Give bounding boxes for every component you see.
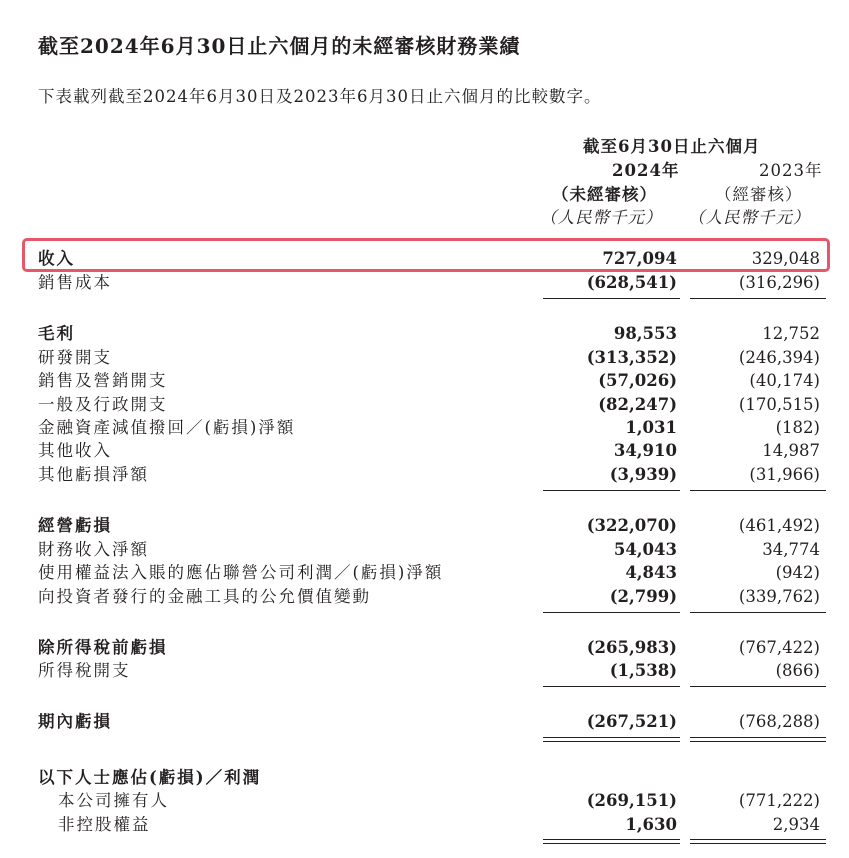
value-2024: 4,843 [625,563,677,582]
intro-text: 下表載列截至2024年6月30日及2023年6月30日止六個月的比較數字。 [38,87,602,106]
value-2023: (942) [775,563,820,582]
value-2023: (461,492) [738,516,820,535]
value-2024: (82,247) [598,395,677,414]
col-2023-status: （經審核） [715,185,803,204]
row-label: 期內虧損 [38,712,112,731]
row-label: 研發開支 [38,348,112,367]
value-2024: (57,026) [598,371,677,390]
value-2023: (767,422) [738,638,820,657]
subtotal-rule [543,490,680,491]
value-2024: (2,799) [609,587,677,606]
value-2023: 12,752 [762,324,820,343]
value-2024: (265,983) [586,638,677,657]
value-2024: (3,939) [609,465,677,484]
value-2024: (313,352) [586,348,677,367]
value-2023: (768,288) [738,712,820,731]
value-2024: (1,538) [609,661,677,680]
value-2024: (267,521) [586,712,677,731]
value-2023: (40,174) [749,371,820,390]
value-2024: (269,151) [586,791,677,810]
row-label: 除所得稅前虧損 [38,638,168,657]
subtotal-rule [690,490,826,491]
subtotal-rule [543,686,680,687]
total-double-rule [543,839,680,844]
value-2023: (31,966) [749,465,820,484]
total-double-rule [543,737,680,742]
row-label: 金融資產減值撥回／(虧損)淨額 [38,418,296,437]
value-2023: (316,296) [738,273,820,292]
col-2023-year: 2023年 [759,161,823,180]
row-label: 銷售成本 [38,273,112,292]
value-2024: (322,070) [586,516,677,535]
row-label: 經營虧損 [38,516,112,535]
col-2024-year: 2024年 [612,161,680,180]
value-2024: 1,031 [625,418,677,437]
value-2023: 2,934 [772,815,820,834]
value-2023: (182) [775,418,820,437]
value-2024: 34,910 [613,441,677,460]
col-2024-unit: （人民幣千元） [540,208,663,227]
subtotal-rule [543,612,680,613]
value-2023: 34,774 [762,540,820,559]
row-label: 收入 [38,249,75,268]
value-2023: (246,394) [738,348,820,367]
row-label: 向投資者發行的金融工具的公允價值變動 [38,587,371,606]
row-label: 一般及行政開支 [38,395,168,414]
value-2023: (170,515) [738,395,820,414]
value-2024: 1,630 [625,815,677,834]
value-2023: (771,222) [738,791,820,810]
row-label: 使用權益法入賬的應佔聯營公司利潤／(虧損)淨額 [38,563,444,582]
value-2023: 329,048 [751,249,820,268]
subtotal-rule [690,686,826,687]
subtotal-rule [690,612,826,613]
row-label: 以下人士應佔(虧損)／利潤 [38,768,262,787]
row-label: 其他收入 [38,441,112,460]
row-label: 其他虧損淨額 [38,465,149,484]
row-label: 毛利 [38,324,75,343]
value-2024: 98,553 [613,324,677,343]
subtotal-rule [690,298,826,299]
row-label: 所得稅開支 [38,661,131,680]
period-header: 截至6月30日止六個月 [583,137,761,156]
subtotal-rule [543,298,680,299]
value-2023: 14,987 [762,441,820,460]
col-2024-status: （未經審核） [552,185,657,204]
value-2024: 54,043 [613,540,677,559]
value-2024: (628,541) [586,273,677,292]
row-label: 銷售及營銷開支 [38,371,168,390]
page-title: 截至2024年6月30日止六個月的未經審核財務業績 [38,34,521,58]
row-label: 本公司擁有人 [58,791,169,810]
value-2024: 727,094 [602,249,677,268]
row-label: 財務收入淨額 [38,540,149,559]
total-double-rule [690,737,826,742]
total-double-rule [690,839,826,844]
value-2023: (866) [775,661,820,680]
value-2023: (339,762) [738,587,820,606]
col-2023-unit: （人民幣千元） [688,208,811,227]
row-label: 非控股權益 [58,815,151,834]
